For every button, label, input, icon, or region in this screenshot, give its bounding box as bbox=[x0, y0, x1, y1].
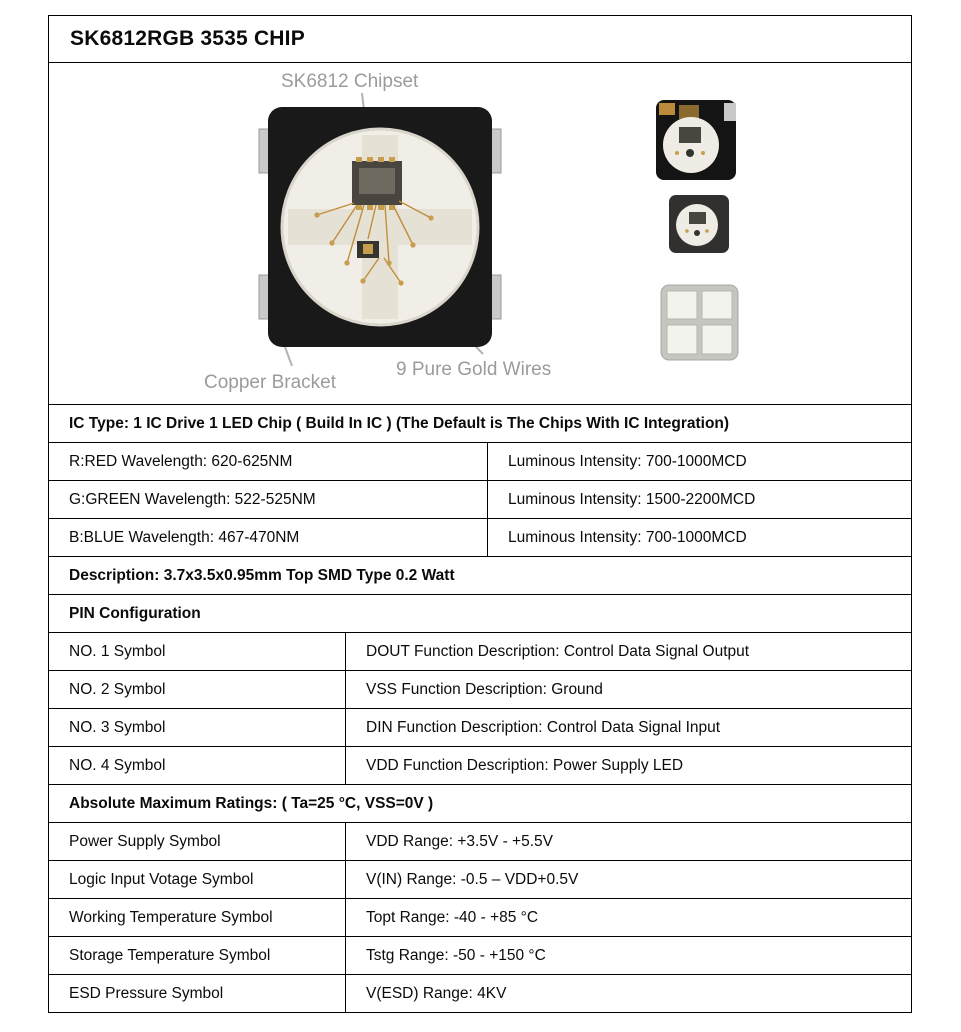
table-cell: ESD Pressure Symbol bbox=[69, 985, 224, 1002]
table-row bbox=[49, 975, 911, 1012]
table-cell: NO. 1 Symbol bbox=[69, 643, 166, 660]
table-row bbox=[49, 671, 911, 709]
table-cell: DOUT Function Description: Control Data Signal Output bbox=[345, 633, 911, 670]
chip-photo bbox=[259, 107, 501, 347]
table-cell: R:RED Wavelength: 620-625NM bbox=[69, 453, 293, 470]
figure-area bbox=[49, 63, 911, 405]
table-cell: Storage Temperature Symbol bbox=[69, 947, 271, 964]
table-row bbox=[49, 633, 911, 671]
led-die bbox=[357, 241, 379, 258]
table-cell: Logic Input Votage Symbol bbox=[69, 871, 254, 888]
table-cell: G:GREEN Wavelength: 522-525NM bbox=[69, 491, 316, 508]
spec-sheet bbox=[48, 15, 912, 1013]
table-cell: Working Temperature Symbol bbox=[69, 909, 273, 926]
chip-thumbnail-middle bbox=[669, 195, 729, 253]
table-row bbox=[49, 481, 911, 519]
table-row bbox=[49, 519, 911, 557]
table-cell: VDD Range: +3.5V - +5.5V bbox=[345, 823, 911, 860]
gold-wires-label: 9 Pure Gold Wires bbox=[396, 359, 552, 380]
table-row bbox=[49, 443, 911, 481]
table-cell: PIN Configuration bbox=[69, 605, 201, 622]
table-cell: B:BLUE Wavelength: 467-470NM bbox=[69, 529, 300, 546]
table-row-ratings-header bbox=[49, 785, 911, 823]
table-cell: Luminous Intensity: 1500-2200MCD bbox=[487, 481, 911, 518]
table-cell: DIN Function Description: Control Data Signal Input bbox=[345, 709, 911, 746]
page-title: SK6812RGB 3535 CHIP bbox=[70, 27, 305, 50]
driver-ic bbox=[352, 157, 402, 210]
chip-thumbnail-top bbox=[656, 100, 736, 180]
table-row-ic-type bbox=[49, 405, 911, 443]
table-cell: IC Type: 1 IC Drive 1 LED Chip ( Build In IC ) (The Default is The Chips With IC Integration) bbox=[69, 415, 730, 432]
table-cell: NO. 2 Symbol bbox=[69, 681, 166, 698]
table-cell: NO. 3 Symbol bbox=[69, 719, 166, 736]
table-cell: Description: 3.7x3.5x0.95mm Top SMD Type 0.2 Watt bbox=[69, 567, 455, 584]
table-row bbox=[49, 823, 911, 861]
table-cell: Absolute Maximum Ratings: ( Ta=25 °C, VSS=0V ) bbox=[69, 795, 434, 812]
chipset-label: SK6812 Chipset bbox=[281, 71, 419, 92]
table-cell: Luminous Intensity: 700-1000MCD bbox=[487, 443, 911, 480]
table-row bbox=[49, 747, 911, 785]
table-row bbox=[49, 709, 911, 747]
table-cell: Topt Range: -40 - +85 °C bbox=[345, 899, 911, 936]
table-row bbox=[49, 937, 911, 975]
table-cell: VSS Function Description: Ground bbox=[345, 671, 911, 708]
copper-bracket-label: Copper Bracket bbox=[204, 372, 337, 393]
table-cell: Power Supply Symbol bbox=[69, 833, 221, 850]
title-row bbox=[49, 16, 911, 63]
table-cell: V(IN) Range: -0.5 – VDD+0.5V bbox=[345, 861, 911, 898]
table-row bbox=[49, 899, 911, 937]
table-row-pin-header bbox=[49, 595, 911, 633]
chip-thumbnail-pads bbox=[661, 285, 738, 360]
table-cell: VDD Function Description: Power Supply LED bbox=[345, 747, 911, 784]
table-cell: NO. 4 Symbol bbox=[69, 757, 166, 774]
chip-illustration bbox=[49, 63, 911, 405]
table-cell: Tstg Range: -50 - +150 °C bbox=[345, 937, 911, 974]
table-cell: V(ESD) Range: 4KV bbox=[345, 975, 911, 1012]
table-row bbox=[49, 861, 911, 899]
table-cell: Luminous Intensity: 700-1000MCD bbox=[487, 519, 911, 556]
table-row-description bbox=[49, 557, 911, 595]
